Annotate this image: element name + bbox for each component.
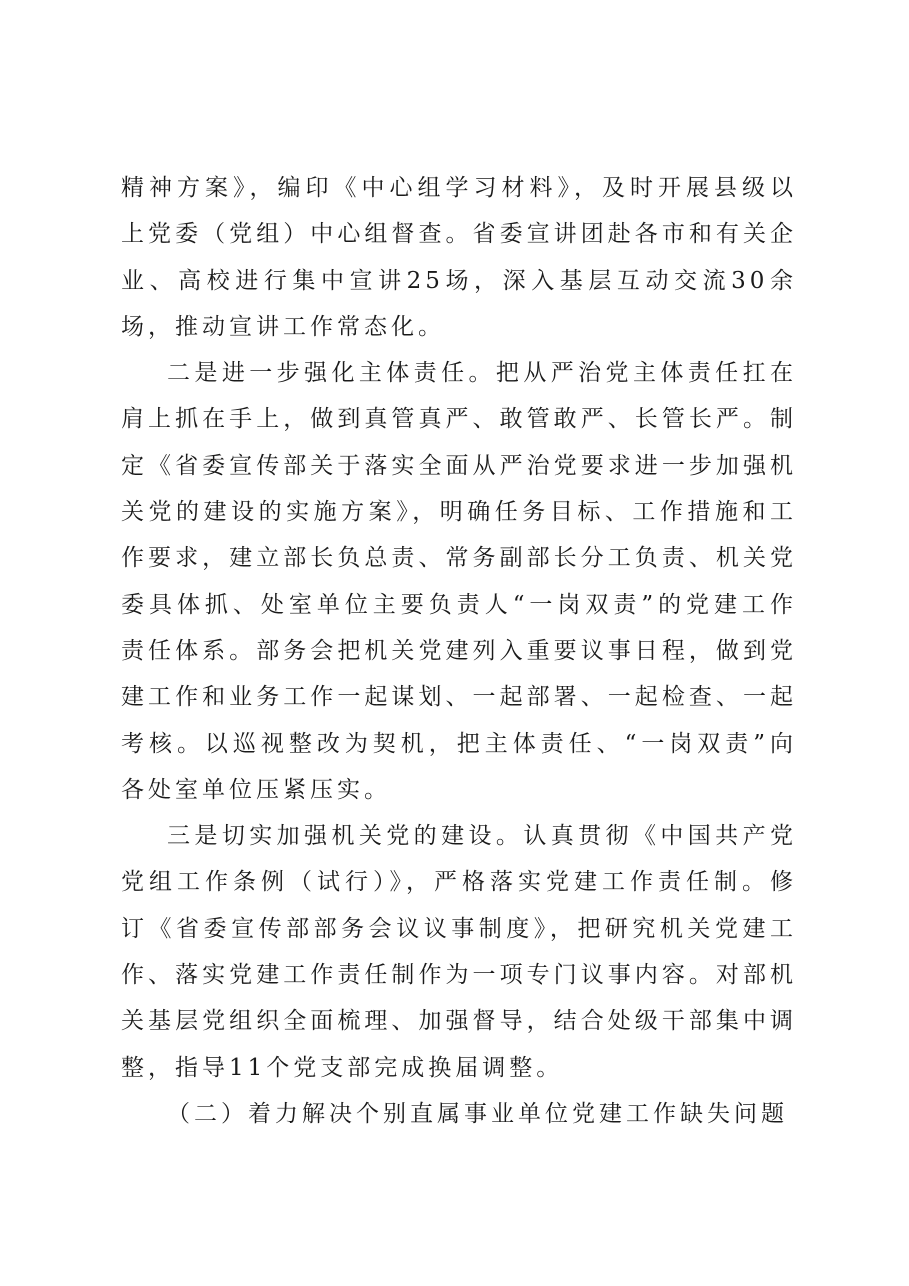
paragraph-party-building: 三是切实加强机关党的建设。认真贯彻《中国共产党党组工作条例（试行）》，严格落实党建工作责任制。修订《省委宣传部部务会议议事制度》，把研究机关党建工作、落实党建工作责任制作为一项专门议事内容。对部机关基层党组织全面梳理、加强督导，结合处级干部集中调整，指导11个党支部完成换届调整。 xyxy=(121,823,797,1081)
paragraph-main-responsibility: 二是进一步强化主体责任。把从严治党主体责任扛在肩上抓在手上，做到真管真严、敢管敢严、长管长严。制定《省委宣传部关于落实全面从严治党要求进一步加强机关党的建设的实施方案》，明确任务目标、工作措施和工作要求，建立部长负总责、常务副部长分工负责、机关党委具体抓、处室单位主要负责人“一岗双责”的党建工作责任体系。部务会把机关党建列入重要议事日程，做到党建工作和业务工作一起谋划、一起部署、一起检查、一起考核。以巡视整改为契机，把主体责任、“一岗双责”向各处室单位压紧压实。 xyxy=(121,360,797,803)
section-heading: （二）着力解决个别直属事业单位党建工作缺失问题 xyxy=(167,1100,788,1127)
document-body xyxy=(121,165,797,1137)
paragraph-continuation: 精神方案》，编印《中心组学习材料》，及时开展县级以上党委（党组）中心组督查。省委宣讲团赴各市和有关企业、高校进行集中宣讲25场，深入基层互动交流30余场，推动宣讲工作常态化。 xyxy=(121,175,797,340)
